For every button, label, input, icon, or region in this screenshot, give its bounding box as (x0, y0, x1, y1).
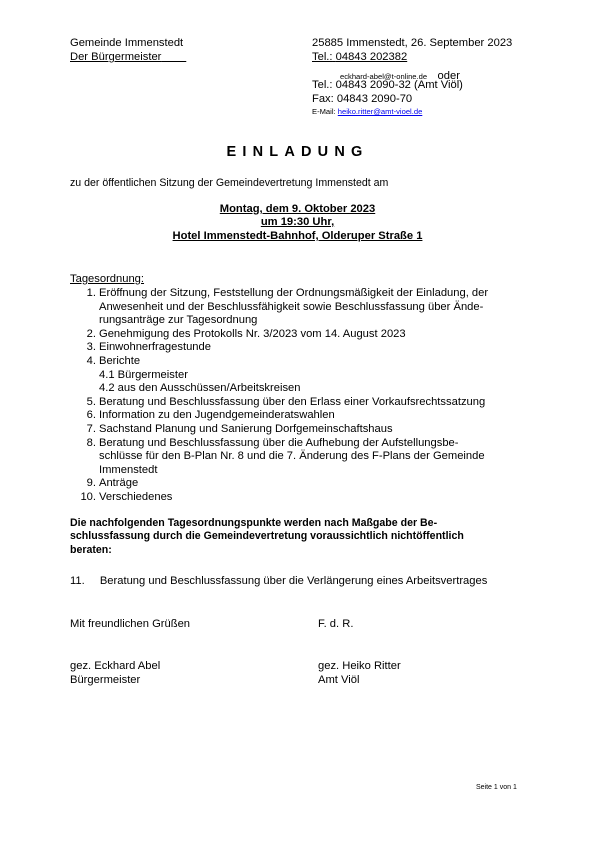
agenda-subitem: 4.2 aus den Ausschüssen/Arbeitskreisen (99, 382, 301, 395)
greeting: Mit freundlichen Grüßen (70, 618, 191, 630)
agenda-item-line: Berichte (99, 355, 141, 367)
municipality-name: Gemeinde Immenstedt (70, 37, 184, 49)
oder-text: oder (437, 70, 460, 82)
agenda-item-line: Eröffnung der Sitzung, Feststellung der Ordnungsmäßigkeit der Einladung, der (99, 287, 489, 299)
agenda-item-number: 10. (80, 491, 96, 503)
agenda-subitem: 4.1 Bürgermeister (99, 368, 188, 381)
agenda-item-line: schlüsse für den B-Plan Nr. 8 und die 7. Änderung des F-Plans der Gemeinde (99, 450, 485, 463)
agenda-item-line: Genehmigung des Protokolls Nr. 3/2023 vom 14. August 2023 (99, 327, 406, 340)
tel-1 (312, 51, 407, 63)
document-title: EINLADUNG (226, 144, 369, 160)
agenda-item-number: 8. (86, 436, 96, 449)
nonpublic-note-line: beraten: (70, 543, 112, 556)
agenda-item-text: Beratung und Beschlussfassung über die Verlängerung eines Arbeitsvertrages (99, 575, 488, 587)
agenda-item-line: Anwesenheit und der Beschlussfähigkeit sowie Beschlussfassung über Ände- (99, 300, 484, 313)
agenda-item-line: Verschiedenes (99, 491, 173, 503)
intro-text: zu der öffentlichen Sitzung der Gemeindevertretung Immenstedt am (70, 177, 389, 189)
fax: Fax: 04843 2090-70 (312, 93, 413, 105)
signature-right-role: Amt Viöl (318, 674, 360, 686)
agenda-item-number: 11. (70, 575, 85, 587)
email-2-line (312, 107, 422, 116)
agenda-item-line: Einwohnerfragestunde (99, 341, 211, 354)
signature-left-name: gez. Eckhard Abel (70, 660, 161, 672)
signature-right-name: gez. Heiko Ritter (318, 660, 401, 672)
agenda-item-number: 4. (86, 355, 96, 367)
agenda-item-line: Immenstedt (99, 463, 158, 476)
fdr: F. d. R. (318, 618, 354, 630)
nonpublic-note (70, 517, 464, 557)
agenda-item-line: Anträge (99, 477, 139, 490)
email-1[interactable]: eckhard-abel@t-online.de (340, 72, 428, 81)
agenda-item-line: Beratung und Beschlussfassung über die Aufhebung der Aufstellungsbe- (99, 436, 459, 449)
agenda-item-number: 1. (86, 287, 96, 299)
nonpublic-note-line: schlussfassung durch die Gemeindevertretung voraussichtlich nichtöffentlich (70, 530, 464, 543)
agenda-item-number: 5. (86, 395, 96, 408)
page-number: Seite 1 von 1 (476, 784, 517, 791)
place-date: 25885 Immenstedt, 26. September 2023 (312, 37, 513, 49)
tel-2: Tel.: 04843 2090-32 (Amt Viöl) (312, 79, 463, 91)
agenda-item-line: rungsanträge zur Tagesordnung (99, 314, 258, 327)
agenda-item-number: 9. (86, 477, 96, 490)
agenda-item-number: 3. (86, 341, 96, 354)
nonpublic-note-line: Die nachfolgenden Tagesordnungspunkte werden nach Maßgabe der Be- (70, 517, 438, 529)
mayor-title-text: Der Bürgermeister (70, 51, 162, 63)
agenda-item-line: Sachstand Planung und Sanierung Dorfgemeinschaftshaus (99, 423, 393, 435)
meeting-time: um 19:30 Uhr, (260, 216, 335, 228)
tel-1-label: Tel.: (312, 51, 333, 63)
agenda-item-line: Information zu den Jugendgemeinderatswahlen (99, 409, 335, 422)
tel-1-value: 04843 202382 (335, 51, 408, 63)
signature-left-role: Bürgermeister (70, 674, 141, 686)
agenda-item-number: 7. (86, 423, 96, 435)
agenda-item-number: 6. (86, 409, 96, 422)
agenda-heading: Tagesordnung: (70, 273, 145, 285)
agenda-item-number: 2. (86, 327, 96, 340)
mayor-title (70, 51, 186, 63)
email-2-link[interactable]: heiko.ritter@amt-vioel.de (337, 107, 423, 116)
agenda-item-line: Beratung und Beschlussfassung über den Erlass einer Vorkaufsrechtssatzung (99, 395, 486, 408)
meeting-date: Montag, dem 9. Oktober 2023 (219, 203, 376, 215)
email-2-label: E-Mail: (312, 107, 336, 116)
meeting-place: Hotel Immenstedt-Bahnhof, Olderuper Straße 1 (172, 230, 423, 242)
agenda-item-11 (70, 575, 487, 587)
